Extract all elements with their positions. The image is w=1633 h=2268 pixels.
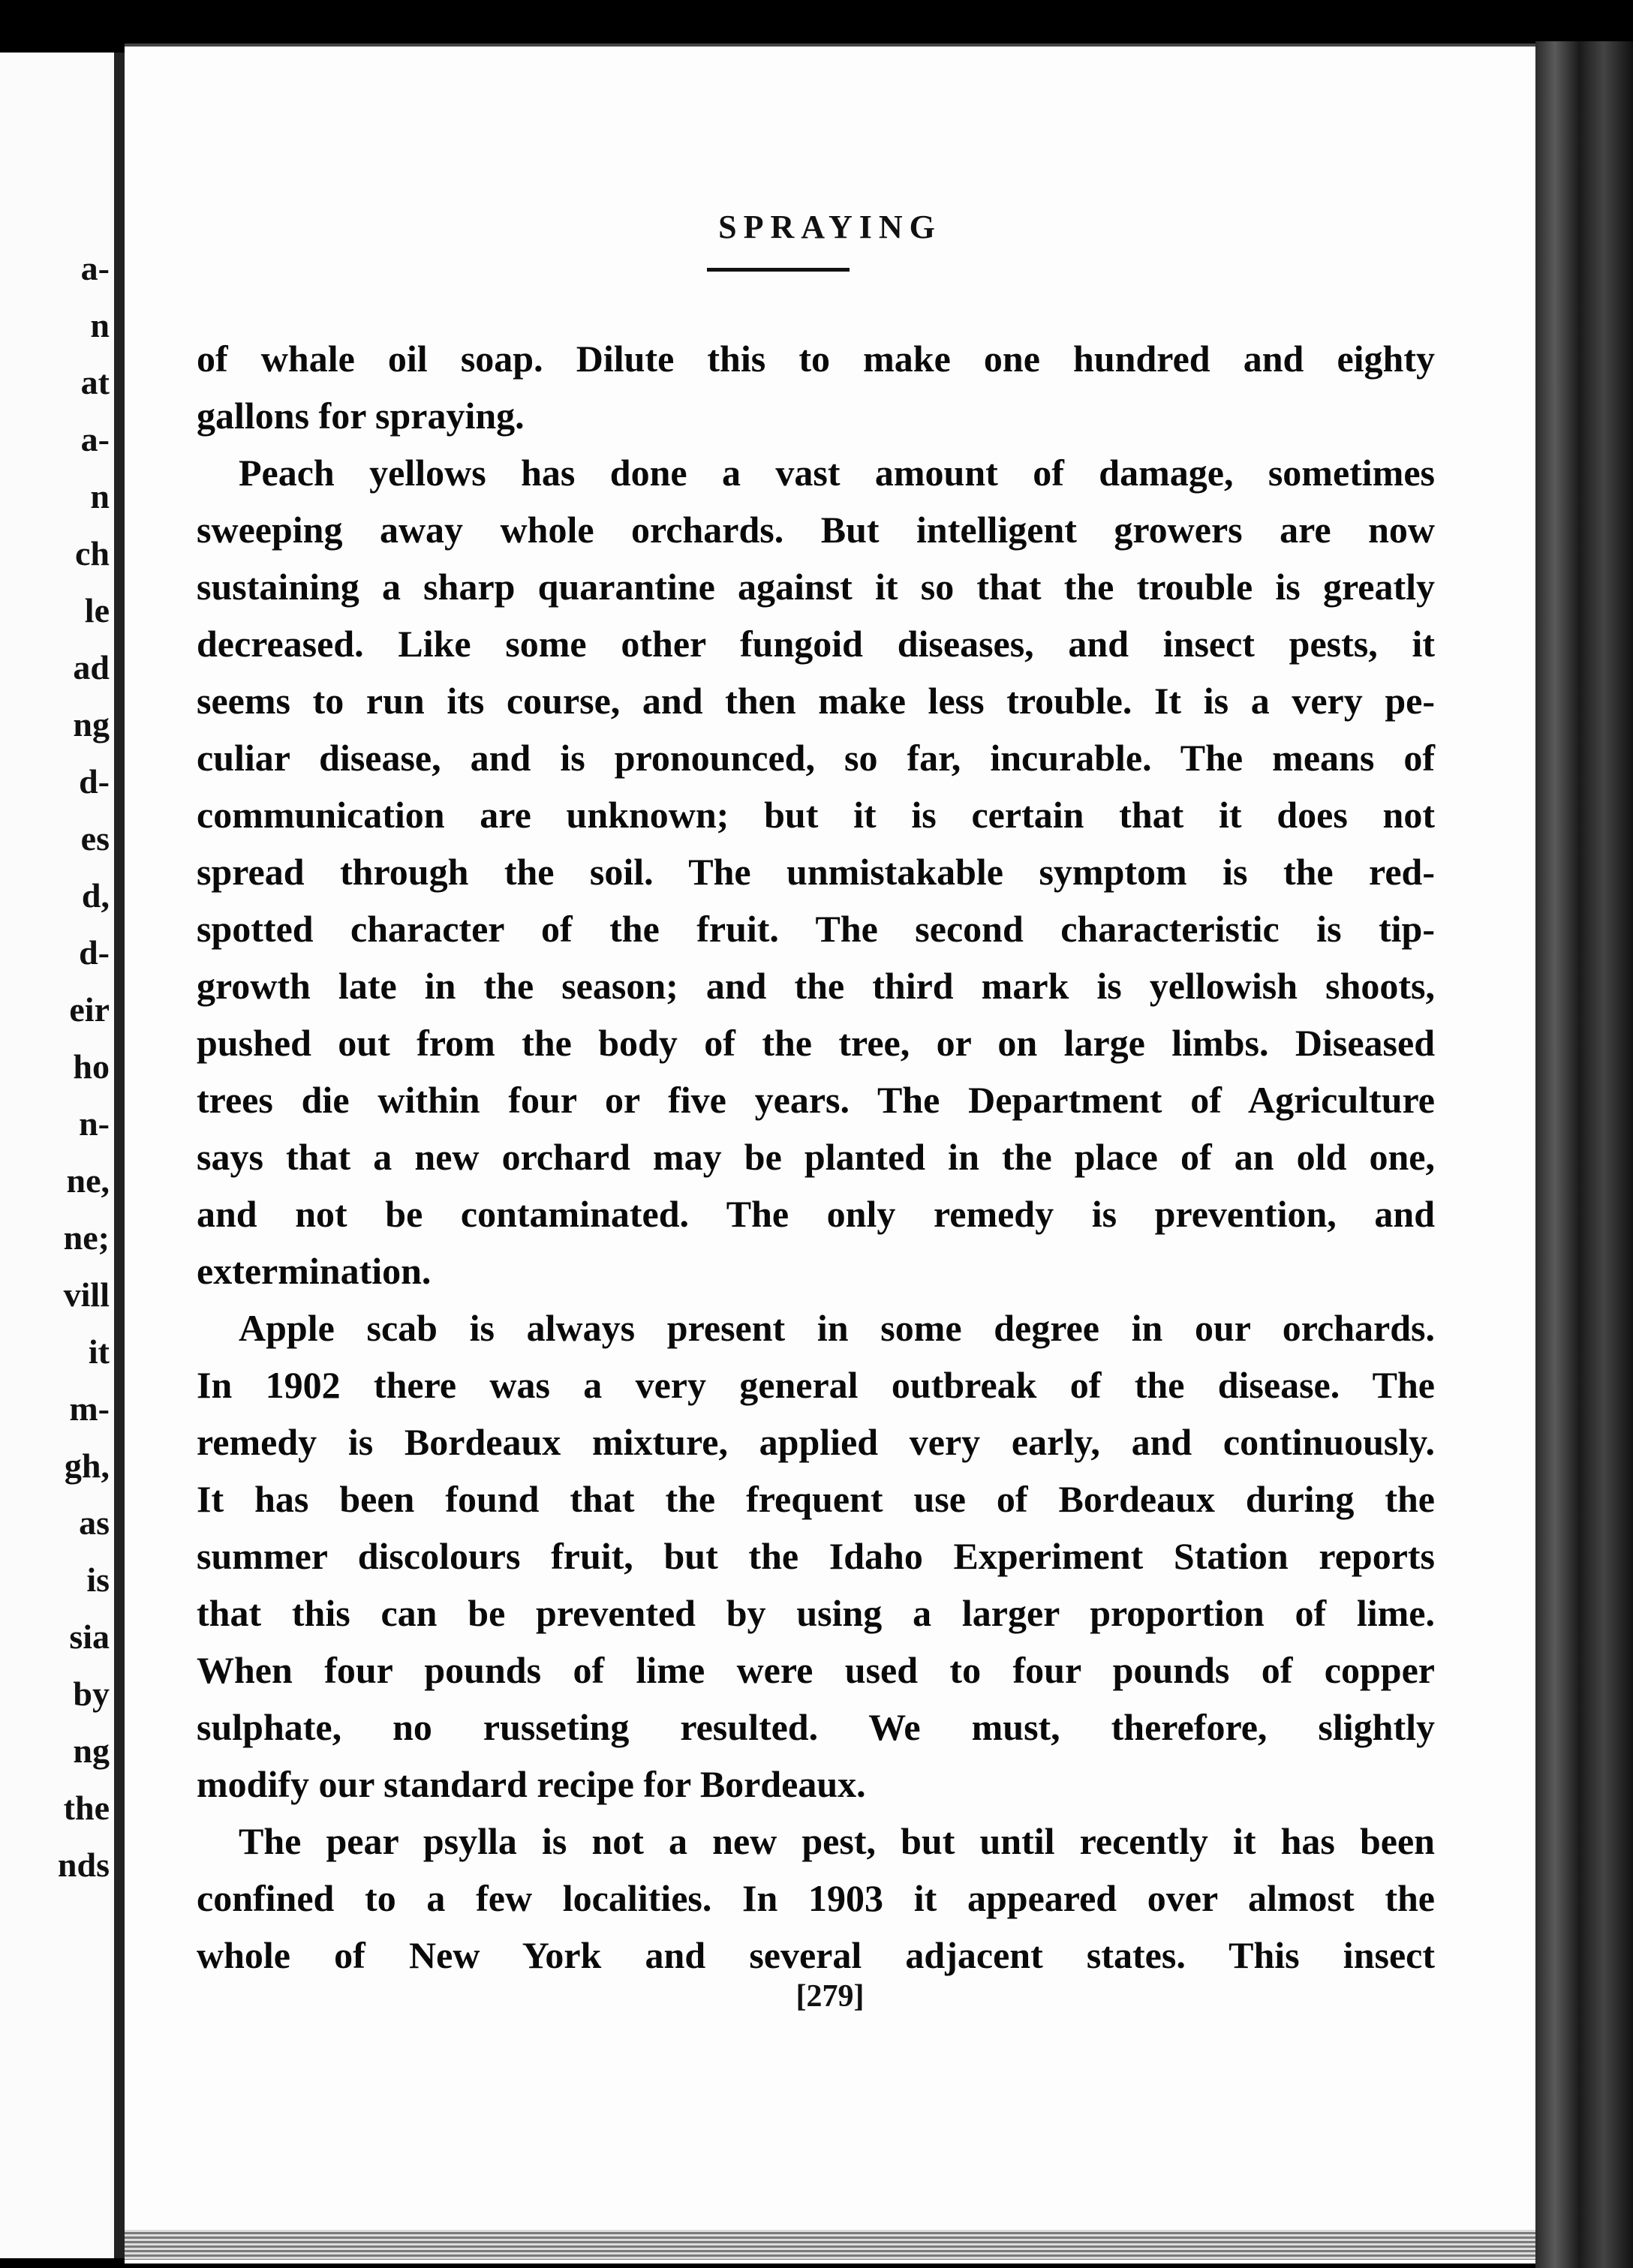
- left-page-fragment: es: [80, 819, 110, 858]
- text-line: sustaining a sharp quarantine against it so that the trouble is greatly: [197, 566, 1435, 608]
- text-line: of whale oil soap. Dilute this to make one hundred and eighty: [197, 338, 1435, 380]
- text-line: modify our standard recipe for Bordeaux.: [197, 1763, 866, 1805]
- left-page-fragment: vill: [63, 1275, 110, 1314]
- text-line: summer discolours fruit, but the Idaho Experiment Station reports: [197, 1535, 1435, 1577]
- book-edge: [1535, 41, 1633, 2268]
- left-page-fragment: ch: [75, 534, 110, 572]
- left-page-fragment: gh,: [64, 1446, 110, 1485]
- left-page-fragment: by: [73, 1675, 110, 1713]
- text-line: communication are unknown; but it is certain that it does not: [197, 794, 1435, 836]
- left-page-fragment: n: [90, 306, 110, 344]
- left-page-fragment: d-: [79, 762, 110, 801]
- left-page-fragment: a-: [80, 249, 110, 287]
- book-gutter: [114, 53, 125, 2258]
- text-line: Peach yellows has done a vast amount of damage, sometimes: [239, 452, 1435, 494]
- left-page-fragment: sia: [69, 1618, 110, 1656]
- text-line: decreased. Like some other fungoid diseases, and insect pests, it: [197, 623, 1435, 665]
- text-line: sulphate, no russeting resulted. We must, therefore, slightly: [197, 1706, 1435, 1748]
- text-line: gallons for spraying.: [197, 395, 525, 437]
- left-page-fragment: the: [63, 1789, 110, 1827]
- text-line: remedy is Bordeaux mixture, applied very early, and continuously.: [197, 1421, 1435, 1463]
- left-page-fragment: it: [88, 1332, 110, 1371]
- left-page-fragment: a-: [80, 420, 110, 458]
- text-line: spread through the soil. The unmistakable symptom is the red-: [197, 851, 1435, 893]
- paragraph: [197, 330, 1435, 444]
- running-head: SPRAYING: [718, 209, 942, 245]
- paragraph: [197, 1299, 1435, 1813]
- text-line: In 1902 there was a very general outbreak of the disease. The: [197, 1364, 1435, 1406]
- left-page-fragment: ng: [73, 705, 110, 743]
- paragraph: [197, 1813, 1435, 1984]
- left-page-fragment: ne,: [66, 1161, 110, 1200]
- left-page-fragment: n-: [79, 1104, 110, 1143]
- text-line: When four pounds of lime were used to four pounds of copper: [197, 1649, 1435, 1691]
- left-page-fragment: d,: [81, 876, 110, 915]
- text-line: confined to a few localities. In 1903 it appeared over almost the: [197, 1877, 1435, 1919]
- left-page-fragment: ne;: [63, 1218, 110, 1257]
- text-line: Apple scab is always present in some degree in our orchards.: [239, 1307, 1435, 1349]
- head-rule: [707, 268, 850, 272]
- body-text: [197, 330, 1435, 1984]
- left-page-fragment: m-: [69, 1389, 110, 1428]
- text-line: pushed out from the body of the tree, or on large limbs. Diseased: [197, 1022, 1435, 1064]
- left-page-fragment: as: [79, 1503, 110, 1542]
- text-line: growth late in the season; and the third mark is yellowish shoots,: [197, 965, 1435, 1007]
- text-line: seems to run its course, and then make less trouble. It is a very pe-: [197, 680, 1435, 722]
- text-line: sweeping away whole orchards. But intelligent growers are now: [197, 509, 1435, 551]
- left-page-fragment: at: [80, 363, 110, 401]
- text-line: whole of New York and several adjacent states. This insect: [197, 1934, 1435, 1976]
- text-line: spotted character of the fruit. The second characteristic is tip-: [197, 908, 1435, 950]
- text-line: that this can be prevented by using a larger proportion of lime.: [197, 1592, 1435, 1634]
- text-line: and not be contaminated. The only remedy is prevention, and: [197, 1193, 1435, 1235]
- left-page-fragment: eir: [69, 990, 110, 1029]
- text-line: The pear psylla is not a new pest, but until recently it has been: [239, 1820, 1435, 1862]
- left-page-fragment: ho: [73, 1047, 110, 1086]
- left-page-fragment: nds: [57, 1846, 110, 1884]
- page-number: [279]: [795, 1979, 865, 2014]
- left-page-fragment: is: [86, 1561, 110, 1599]
- left-page-fragment: ad: [73, 648, 110, 686]
- left-page-fragment: d-: [79, 933, 110, 972]
- left-page-fragment: ng: [73, 1732, 110, 1770]
- paragraph: [197, 444, 1435, 1299]
- text-line: extermination.: [197, 1250, 432, 1292]
- left-page-fragment: n: [90, 477, 110, 515]
- text-line: trees die within four or five years. The Department of Agriculture: [197, 1079, 1435, 1121]
- left-page-fragment: le: [84, 591, 110, 629]
- text-line: It has been found that the frequent use of Bordeaux during the: [197, 1478, 1435, 1520]
- page-bottom-edge: [125, 2230, 1535, 2260]
- text-line: culiar disease, and is pronounced, so far, incurable. The means of: [197, 737, 1435, 779]
- text-line: says that a new orchard may be planted in the place of an old one,: [197, 1136, 1435, 1178]
- book-page: [125, 44, 1535, 2263]
- previous-page-edge: [0, 53, 116, 2258]
